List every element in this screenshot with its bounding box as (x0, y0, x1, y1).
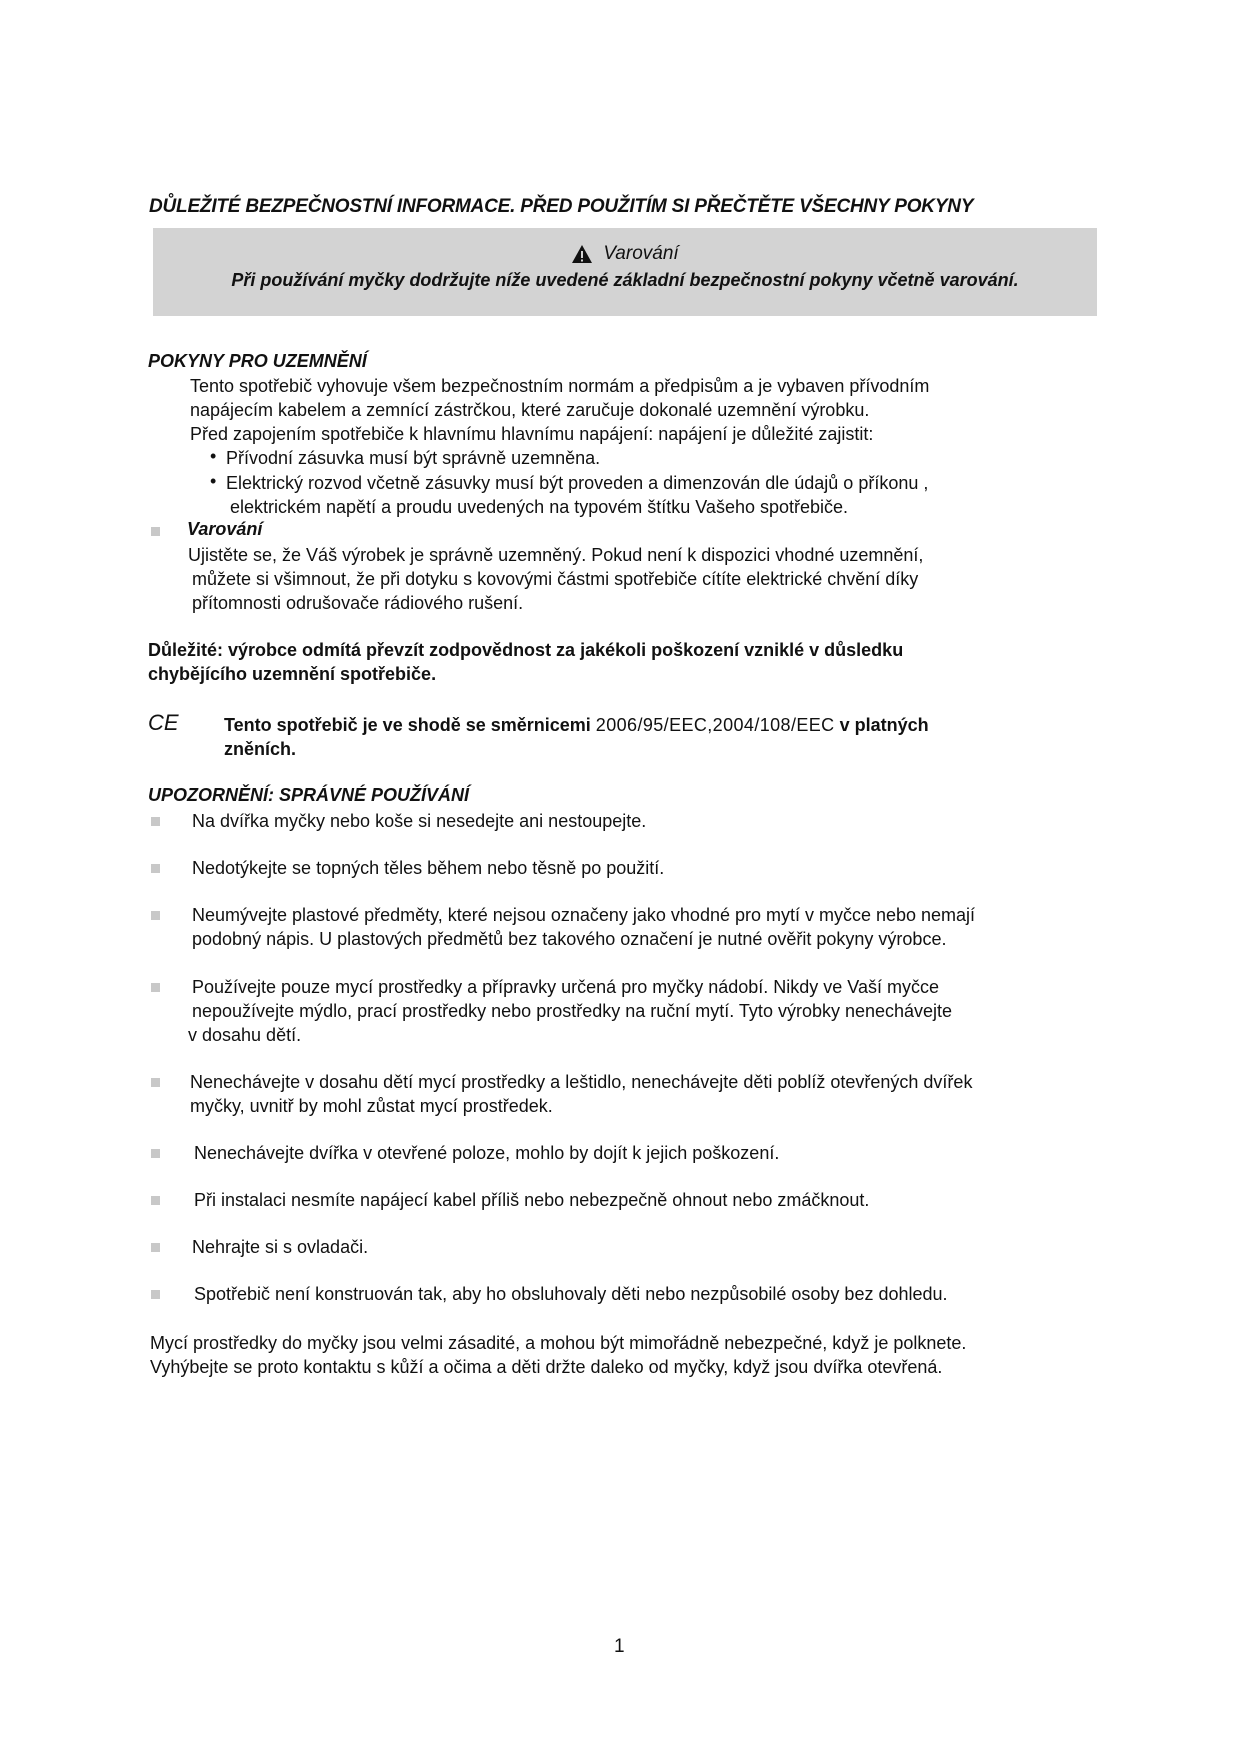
grounding-heading: POKYNY PRO UZEMNĚNÍ (148, 351, 367, 371)
warning-text: Při používání myčky dodržujte níže uvedené základní bezpečnostní pokyny včetně varování. (231, 270, 1019, 290)
important-line: Důležité: výrobce odmítá převzít zodpovědnost za jakékoli poškození vzniklé v důsledku (148, 640, 904, 660)
bullet-dot-icon: • (210, 471, 217, 491)
grounding-line: napájecím kabelem a zemnící zástrčkou, které zaručuje dokonalé uzemnění výrobku. (190, 400, 870, 420)
ce-text-end: v platných (834, 715, 929, 735)
grounding-bullet: Přívodní zásuvka musí být správně uzemněna. (226, 448, 601, 468)
grounding-warning-label: Varování (187, 519, 263, 539)
ce-text-line2: zněních. (224, 739, 297, 759)
usage-item-continuation: podobný nápis. U plastových předmětů bez takového označení je nutné ověřit pokyny výrobce. (192, 929, 947, 949)
warning-triangle-icon (571, 244, 593, 264)
grounding-warning-line: můžete si všimnout, že při dotyku s kovovými částmi spotřebiče cítíte elektrické chvění díky (192, 569, 919, 589)
warning-box (153, 228, 1097, 316)
warning-heading-text: Varování (603, 243, 679, 264)
usage-item: Nehrajte si s ovladači. (192, 1237, 369, 1257)
bullet-dot-icon: • (210, 446, 217, 466)
page-title: DŮLEŽITÉ BEZPEČNOSTNÍ INFORMACE. PŘED POUŽITÍM SI PŘEČTĚTE VŠECHNY POKYNY (149, 196, 974, 217)
square-bullet-icon (151, 864, 160, 873)
square-bullet-icon (151, 1290, 160, 1299)
usage-heading: UPOZORNĚNÍ: SPRÁVNÉ POUŽÍVÁNÍ (148, 785, 470, 805)
square-bullet-icon (151, 1149, 160, 1158)
ce-text (224, 713, 929, 737)
usage-item: Používejte pouze mycí prostředky a přípravky určená pro myčky nádobí. Nikdy ve Vaší myčce (192, 977, 939, 997)
closing-line: Mycí prostředky do myčky jsou velmi zásadité, a mohou být mimořádně nebezpečné, když je polknete. (150, 1333, 967, 1353)
grounding-line: Před zapojením spotřebiče k hlavnímu hlavnímu napájení: napájení je důležité zajistit: (190, 424, 874, 444)
ce-directives: 2006/95/EEC,2004/108/EEC (595, 715, 835, 735)
usage-item-continuation: v dosahu dětí. (188, 1025, 302, 1045)
closing-line: Vyhýbejte se proto kontaktu s kůží a očima a děti držte daleko od myčky, když jsou dvířka otevřená. (150, 1357, 943, 1377)
usage-item: Nenechávejte v dosahu dětí mycí prostředky a leštidlo, nenechávejte děti poblíž otevřených dvířek (190, 1072, 973, 1092)
warning-heading (153, 243, 1097, 265)
usage-item: Neumývejte plastové předměty, které nejsou označeny jako vhodné pro mytí v myčce nebo nemají (192, 905, 976, 925)
ce-text-start: Tento spotřebič je ve shodě se směrnicemi (224, 715, 596, 735)
grounding-warning-line: Ujistěte se, že Váš výrobek je správně uzemněný. Pokud není k dispozici vhodné uzemnění, (188, 545, 924, 565)
square-bullet-icon (151, 527, 160, 536)
square-bullet-icon (151, 817, 160, 826)
grounding-warning-line: přítomnosti odrušovače rádiového rušení. (192, 593, 524, 613)
page-number: 1 (614, 1636, 625, 1657)
usage-item: Nenechávejte dvířka v otevřené poloze, mohlo by dojít k jejich poškození. (194, 1143, 780, 1163)
ce-mark: CE (148, 710, 179, 735)
square-bullet-icon (151, 911, 160, 920)
usage-item: Spotřebič není konstruován tak, aby ho obsluhovaly děti nebo nezpůsobilé osoby bez dohledu. (194, 1284, 948, 1304)
grounding-bullet: Elektrický rozvod včetně zásuvky musí být proveden a dimenzován dle údajů o příkonu , (226, 473, 929, 493)
square-bullet-icon (151, 1243, 160, 1252)
square-bullet-icon (151, 1196, 160, 1205)
usage-item: Na dvířka myčky nebo koše si nesedejte ani nestoupejte. (192, 811, 647, 831)
usage-item-continuation: myčky, uvnitř by mohl zůstat mycí prostředek. (190, 1096, 553, 1116)
usage-item: Nedotýkejte se topných těles během nebo těsně po použití. (192, 858, 665, 878)
grounding-bullet-continuation: elektrickém napětí a proudu uvedených na typovém štítku Vašeho spotřebiče. (230, 497, 849, 517)
usage-item: Při instalaci nesmíte napájecí kabel příliš nebo nebezpečně ohnout nebo zmáčknout. (194, 1190, 870, 1210)
grounding-line: Tento spotřebič vyhovuje všem bezpečnostním normám a předpisům a je vybaven přívodním (190, 376, 930, 396)
important-line: chybějícího uzemnění spotřebiče. (148, 664, 437, 684)
square-bullet-icon (151, 983, 160, 992)
square-bullet-icon (151, 1078, 160, 1087)
usage-item-continuation: nepoužívejte mýdlo, prací prostředky nebo prostředky na ruční mytí. Tyto výrobky nenechávejte (192, 1001, 953, 1021)
